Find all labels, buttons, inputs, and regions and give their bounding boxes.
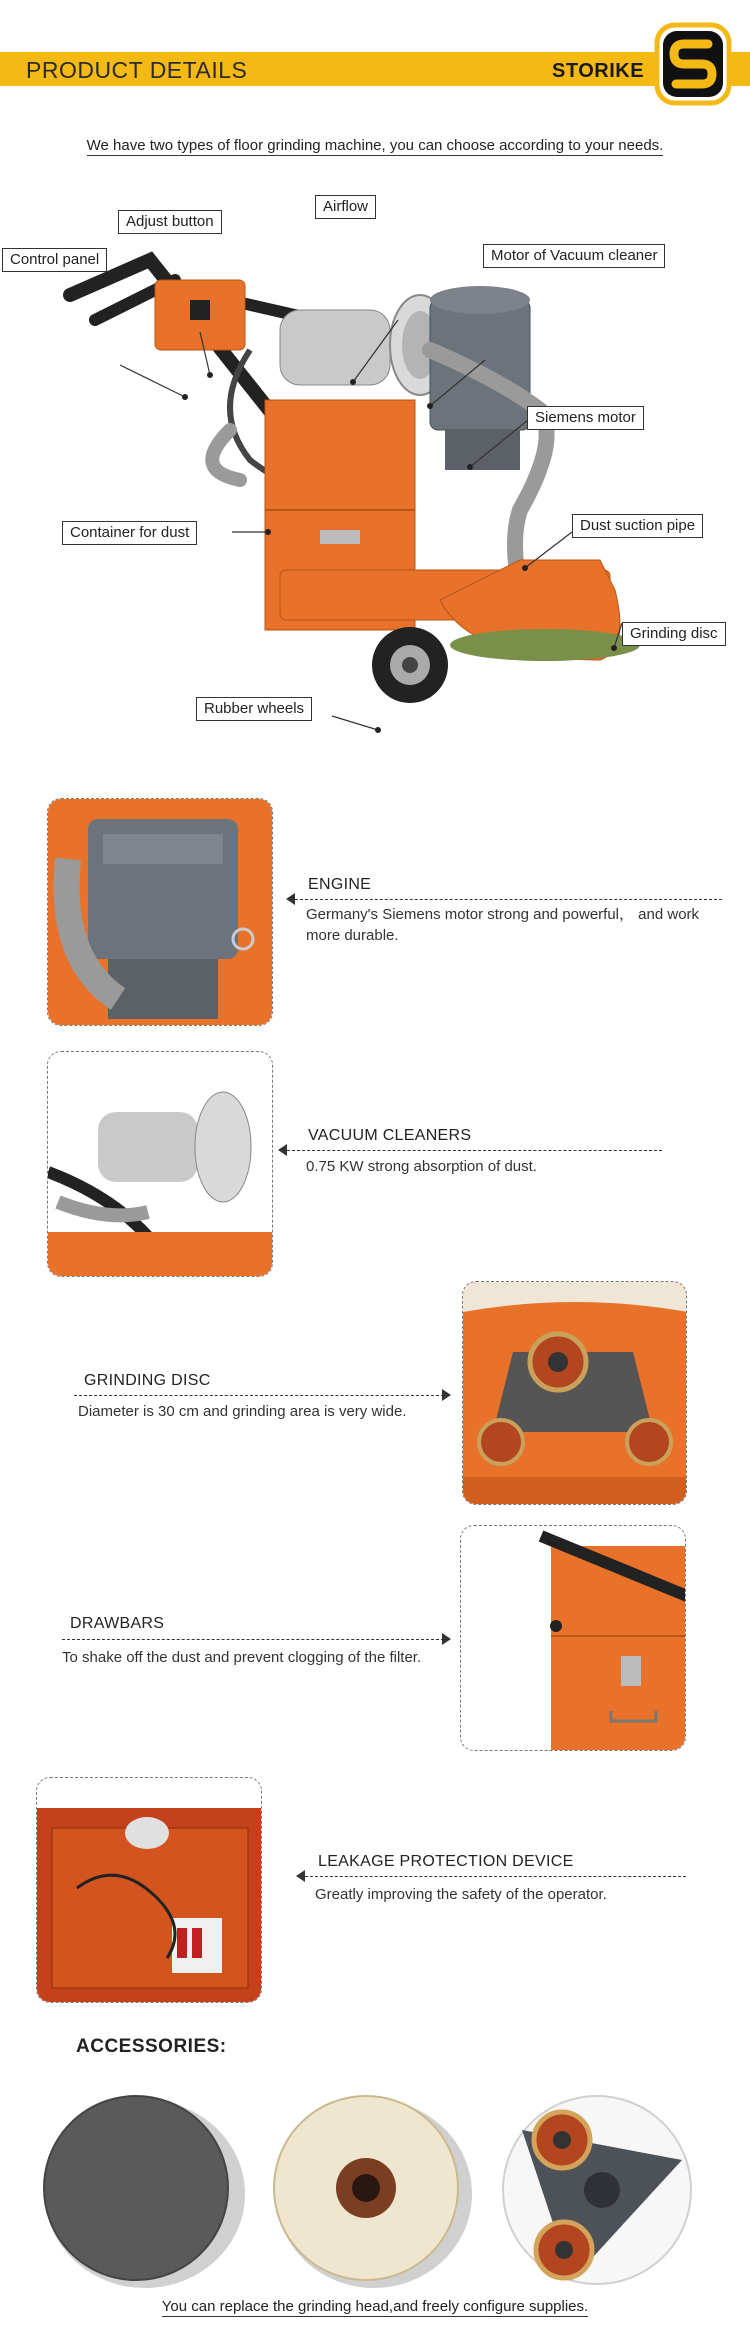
vacuum-arrow-head bbox=[278, 1144, 287, 1156]
feature-engine-desc: Germany's Siemens motor strong and powerful， and work more durable. bbox=[306, 906, 700, 944]
leakage-photo bbox=[36, 1777, 262, 2003]
feature-grinding-desc: Diameter is 30 cm and grinding area is very wide. bbox=[78, 1403, 407, 1420]
feature-drawbars-desc: To shake off the dust and prevent clogging of the filter. bbox=[62, 1649, 422, 1666]
feature-leakage-desc: Greatly improving the safety of the operator. bbox=[315, 1886, 607, 1903]
brand-name: STORIKE bbox=[552, 60, 645, 82]
drawbars-arrow-head bbox=[442, 1633, 451, 1645]
grinding-disc-photo bbox=[462, 1281, 687, 1505]
grinding-arrow-line bbox=[74, 1395, 444, 1396]
accessory-abrasive-pad bbox=[40, 2090, 260, 2290]
feature-drawbars-title: DRAWBARS bbox=[70, 1615, 165, 1632]
accessories-title: ACCESSORIES: bbox=[76, 2036, 227, 2057]
callout-siemens-motor: Siemens motor bbox=[527, 406, 644, 430]
leakage-arrow-line bbox=[300, 1876, 686, 1877]
callout-dust-suction-pipe: Dust suction pipe bbox=[572, 514, 703, 538]
callout-motor-vacuum: Motor of Vacuum cleaner bbox=[483, 244, 665, 268]
vacuum-motor bbox=[280, 310, 390, 385]
feature-vacuum-desc: 0.75 KW strong absorption of dust. bbox=[306, 1158, 537, 1175]
storike-logo bbox=[654, 22, 732, 106]
vacuum-arrow-line bbox=[282, 1150, 662, 1151]
drawbars-photo bbox=[460, 1525, 686, 1751]
engine-photo bbox=[47, 798, 273, 1026]
callout-container-dust: Container for dust bbox=[62, 521, 197, 545]
machine-illustration bbox=[0, 180, 750, 770]
feature-grinding-title: GRINDING DISC bbox=[84, 1372, 211, 1389]
feature-leakage-title: LEAKAGE PROTECTION DEVICE bbox=[318, 1853, 574, 1870]
leakage-arrow-head bbox=[296, 1870, 305, 1882]
callout-adjust-button: Adjust button bbox=[118, 210, 222, 234]
footer-text: You can replace the grinding head,and freely configure supplies. bbox=[161, 2298, 589, 2315]
grinding-arrow-head bbox=[442, 1389, 451, 1401]
accessory-grinding-plate bbox=[492, 2090, 702, 2290]
page-title: PRODUCT DETAILS bbox=[26, 57, 248, 83]
drawbars-arrow-line bbox=[62, 1639, 444, 1640]
callout-airflow: Airflow bbox=[315, 195, 376, 219]
engine-arrow-head bbox=[286, 893, 295, 905]
callout-control-panel: Control panel bbox=[2, 248, 107, 272]
feature-engine-title: ENGINE bbox=[308, 876, 372, 893]
engine-arrow-line bbox=[290, 899, 722, 900]
callout-rubber-wheels: Rubber wheels bbox=[196, 697, 312, 721]
callout-grinding-disc: Grinding disc bbox=[622, 622, 726, 646]
feature-vacuum-title: VACUUM CLEANERS bbox=[308, 1127, 472, 1144]
intro-text: We have two types of floor grinding machine, you can choose according to your needs. bbox=[86, 137, 664, 154]
accessory-polishing-pad bbox=[266, 2090, 476, 2290]
vacuum-photo bbox=[47, 1051, 273, 1277]
